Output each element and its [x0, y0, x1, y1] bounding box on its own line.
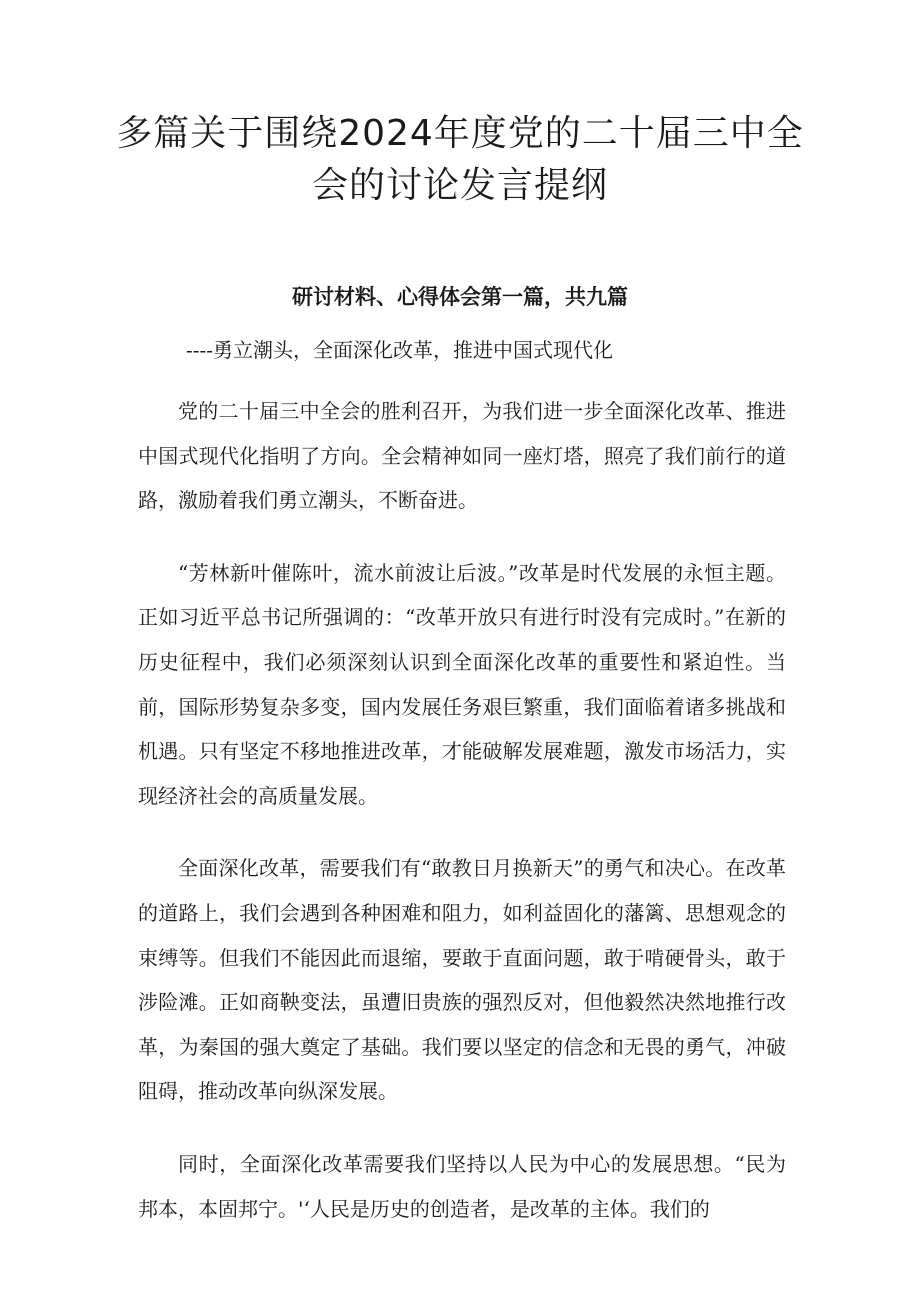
document-title	[0, 108, 920, 212]
paragraph: 全面深化改革，需要我们有“敢教日月换新天”的勇气和决心。在改革的道路上，我们会遇到各种困难和阻力，如利益固化的藩篱、思想观念的束缚等。但我们不能因此而退缩，要敢于直面问题，敢于啃硬骨头，敢于涉险滩。正如商鞅变法，虽遭旧贵族的强烈反对，但他毅然决然地推行改革，为秦国的强大奠定了基础。我们要以坚定的信念和无畏的勇气，冲破阻碍，推动改革向纵深发展。	[138, 856, 786, 1104]
paragraph: 同时，全面深化改革需要我们坚持以人民为中心的发展思想。“民为邦本，本固邦宁。'‘人民是历史的创造者，是改革的主体。我们的	[138, 1151, 786, 1221]
document-subtitle: 研讨材料、心得体会第一篇，共九篇	[292, 285, 628, 309]
paragraph: “芳林新叶催陈叶，流水前波让后波。”改革是时代发展的永恒主题。正如习近平总书记所强调的：“改革开放只有进行时没有完成时。”在新的历史征程中，我们必须深刻认识到全面深化改革的重要性和紧迫性。当前，国际形势复杂多变，国内发展任务艰巨繁重，我们面临着诸多挑战和机遇。只有坚定不移地推进改革，才能破解发展难题，激发市场活力，实现经济社会的高质量发展。	[138, 560, 786, 808]
paragraph: 党的二十届三中全会的胜利召开，为我们进一步全面深化改革、推进中国式现代化指明了方向。全会精神如同一座灯塔，照亮了我们前行的道路，激励着我们勇立潮头，不断奋进。	[138, 399, 786, 513]
title-line-1: 多篇关于围绕2024年度党的二十届三中全	[116, 113, 804, 154]
title-line-2: 会的讨论发言提纲	[311, 165, 608, 206]
document-subheading: ----勇立潮头，全面深化改革，推进中国式现代化	[186, 338, 614, 362]
document-body	[138, 389, 786, 1259]
